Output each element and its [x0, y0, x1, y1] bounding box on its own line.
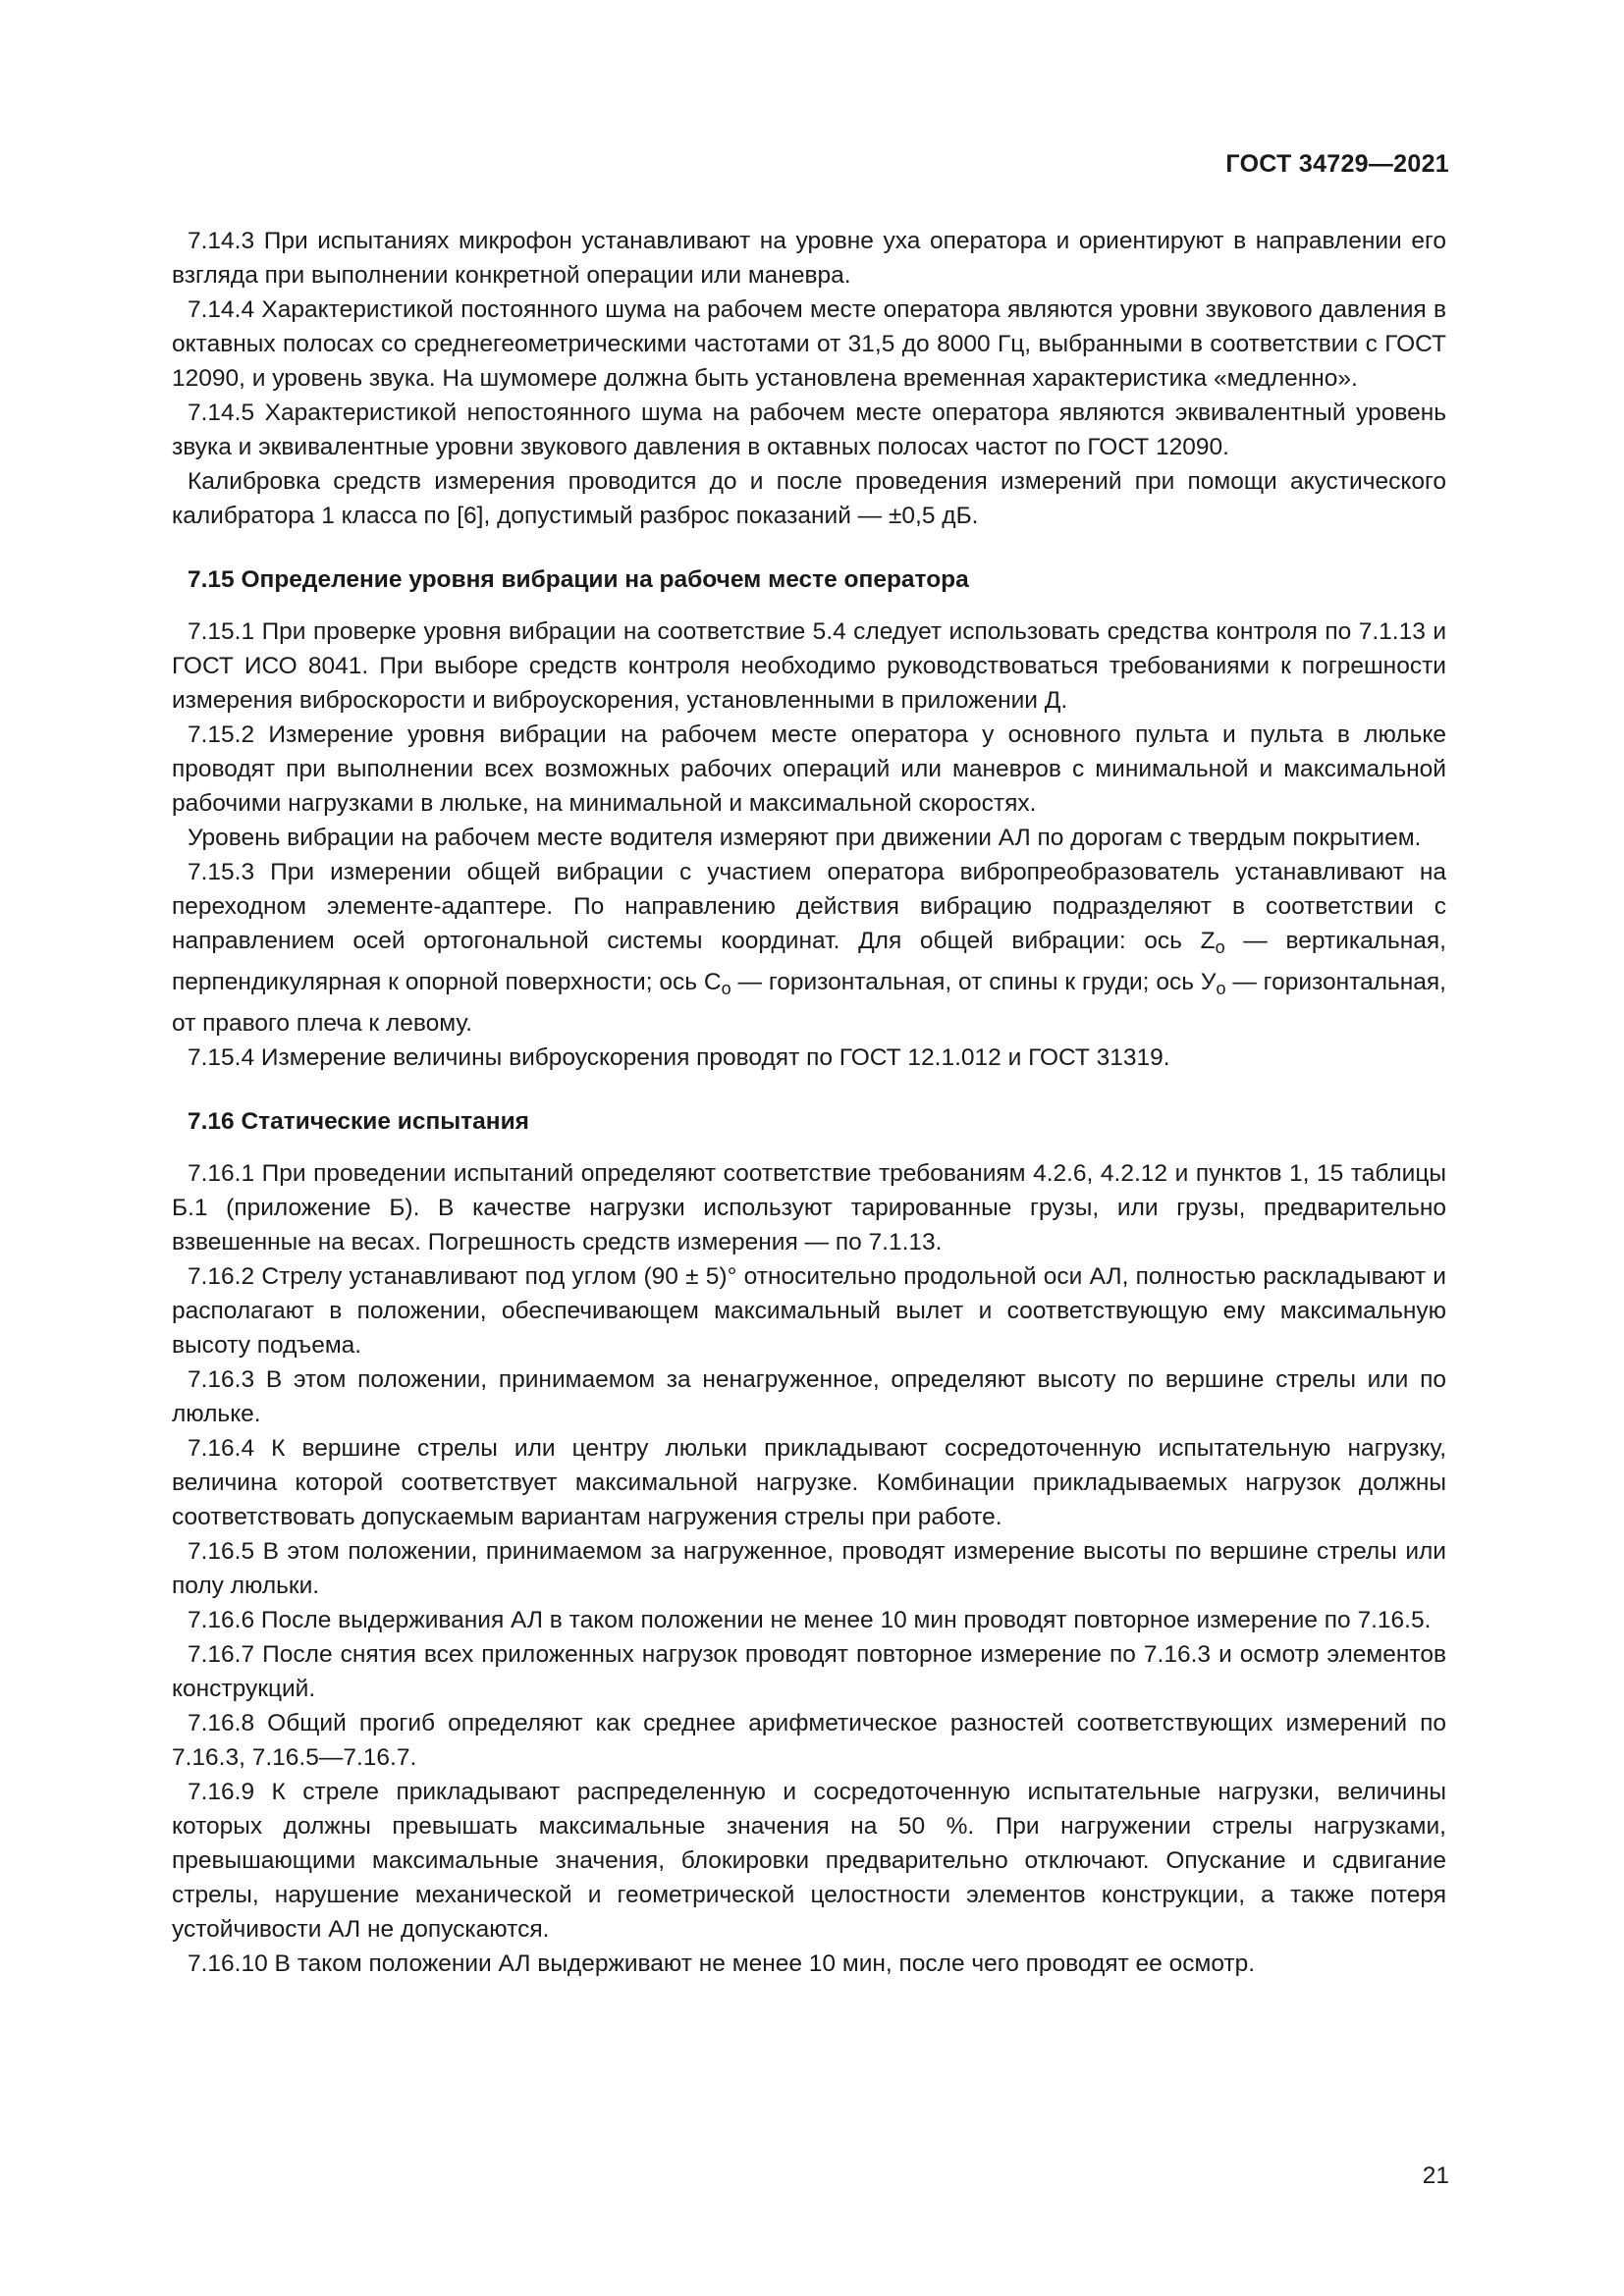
- axis-z-subscript: o: [1215, 937, 1225, 957]
- document-body: [172, 224, 1446, 1981]
- paragraph-7-16-2: 7.16.2 Стрелу устанавливают под углом (90 ± 5)° относительно продольной оси АЛ, полностью раскладывают и располагают в положении, обеспечивающем максимальный вылет и соответствующую ему максимальную высоту подъема.: [172, 1263, 1446, 1359]
- paragraph-7-16-6: 7.16.6 После выдерживания АЛ в таком положении не менее 10 мин проводят повторное измерение по 7.16.5.: [188, 1607, 1432, 1633]
- paragraph-7-16-3: 7.16.3 В этом положении, принимаемом за ненагруженное, определяют высоту по вершине стрелы или по люльке.: [172, 1366, 1446, 1427]
- paragraph-7-14-5: 7.14.5 Характеристикой непостоянного шума на рабочем месте оператора являются эквивалентный уровень звука и эквивалентные уровни звукового давления в октавных полосах частот по ГОСТ 12090.: [172, 400, 1446, 460]
- paragraph-7-15-2: 7.15.2 Измерение уровня вибрации на рабочем месте оператора у основного пульта и пульта в люльке проводят при выполнении всех возможных рабочих операций или маневров с минимальной и максимальной рабочими нагрузками в люльке, на минимальной и максимальной скоростях.: [172, 721, 1446, 817]
- paragraph-7-16-7: 7.16.7 После снятия всех приложенных нагрузок проводят повторное измерение по 7.16.3 и осмотр элементов конструкций.: [172, 1641, 1446, 1702]
- paragraph-7-15-3: [172, 855, 1446, 1041]
- paragraph-7-16-10: 7.16.10 В таком положении АЛ выдерживают не менее 10 мин, после чего проводят ее осмотр.: [188, 1950, 1256, 1977]
- paragraph-7-16-5: 7.16.5 В этом положении, принимаемом за нагруженное, проводят измерение высоты по вершине стрелы или полу люльки.: [172, 1538, 1446, 1599]
- axes-text-before: 7.15.3 При измерении общей вибрации с участием оператора вибропреобразователь устанавливают на переходном элементе-адаптере. По направлению действия вибрацию подразделяют в соответствии с направлением осей ортогональной системы координат. Для общей вибрации: ось Z: [172, 859, 1446, 954]
- paragraph-7-14-3: 7.14.3 При испытаниях микрофон устанавливают на уровне уха оператора и ориентируют в направлении его взгляда при выполнении конкретной операции или маневра.: [172, 228, 1446, 289]
- paragraph-7-16-1: 7.16.1 При проведении испытаний определяют соответствие требованиям 4.2.6, 4.2.12 и пунктов 1, 15 таблицы Б.1 (приложение Б). В качестве нагрузки используют тарированные грузы, или грузы, предварительно взвешенные на весах. Погрешность средств измерения — по 7.1.13.: [172, 1160, 1446, 1255]
- section-heading-7-15: 7.15 Определение уровня вибрации на рабочем месте оператора: [188, 566, 969, 593]
- axes-text-after: — горизонтальная, от правого плеча к левому.: [172, 969, 1446, 1037]
- page-number: 21: [1422, 2163, 1449, 2189]
- axis-c-subscript: o: [721, 979, 731, 998]
- paragraph-7-15-4: 7.15.4 Измерение величины виброускорения проводят по ГОСТ 12.1.012 и ГОСТ 31319.: [188, 1044, 1170, 1071]
- paragraph-7-16-8: 7.16.8 Общий прогиб определяют как среднее арифметическое разностей соответствующих измерений по 7.16.3, 7.16.5—7.16.7.: [172, 1710, 1446, 1771]
- paragraph-driver-vibration: Уровень вибрации на рабочем месте водителя измеряют при движении АЛ по дорогам с твердым покрытием.: [188, 825, 1422, 851]
- paragraph-7-16-4: 7.16.4 К вершине стрелы или центру люльки прикладывают сосредоточенную испытательную нагрузку, величина которой соответствует максимальной нагрузке. Комбинации прикладываемых нагрузок должны соответствовать допускаемым вариантам нагружения стрелы при работе.: [172, 1435, 1446, 1530]
- section-heading-7-16: 7.16 Статические испытания: [188, 1108, 529, 1135]
- axes-text-mid2: — горизонтальная, от спины к груди; ось У: [731, 969, 1217, 995]
- axis-y-subscript: o: [1216, 979, 1226, 998]
- document-code-header: ГОСТ 34729—2021: [1225, 150, 1449, 178]
- paragraph-calibration: Калибровка средств измерения проводится до и после проведения измерений при помощи акустического калибратора 1 класса по [6], допустимый разброс показаний — ±0,5 дБ.: [172, 468, 1446, 529]
- paragraph-7-15-1: 7.15.1 При проверке уровня вибрации на соответствие 5.4 следует использовать средства контроля по 7.1.13 и ГОСТ ИСО 8041. При выборе средств контроля необходимо руководствоваться требованиями к погрешности измерения виброскорости и виброускорения, установленными в приложении Д.: [172, 618, 1446, 714]
- axes-text-mid1: — вертикальная, перпендикулярная к опорной поверхности; ось С: [172, 928, 1446, 995]
- paragraph-7-16-9: 7.16.9 К стреле прикладывают распределенную и сосредоточенную испытательные нагрузки, величины которых должны превышать максимальные значения на 50 %. При нагружении стрелы нагрузками, превышающими максимальные значения, блокировки предварительно отключают. Опускание и сдвигание стрелы, нарушение механической и геометрической целостности элементов конструкции, а также потеря устойчивости АЛ не допускаются.: [172, 1779, 1446, 1943]
- paragraph-7-14-4: 7.14.4 Характеристикой постоянного шума на рабочем месте оператора являются уровни звукового давления в октавных полосах со среднегеометрическими частотами от 31,5 до 8000 Гц, выбранными в соответствии с ГОСТ 12090, и уровень звука. На шумомере должна быть установлена временная характеристика «медленно».: [172, 296, 1446, 392]
